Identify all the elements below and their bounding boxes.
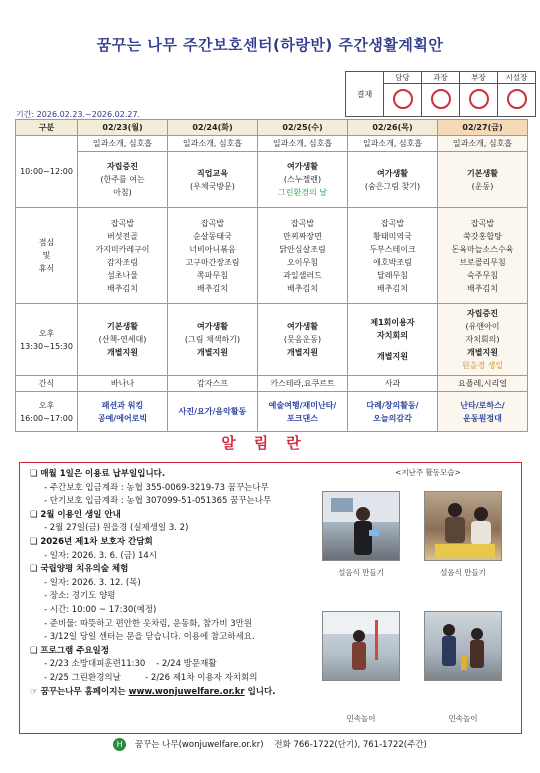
afternoon-activity [78, 304, 168, 376]
notice-detail: - 시간: 10:00 ~ 17:30(예정) [44, 604, 157, 615]
menu-item: 버섯전골 [107, 231, 138, 241]
menu-item: 돈육마늘소스수육 [451, 244, 514, 254]
notice-detail: - 일자: 2026. 3. 12. (목) [44, 577, 141, 588]
menu-item: 배추김치 [287, 283, 318, 293]
greeting-cell: 일과소개, 심호흡 [258, 136, 348, 152]
program-line: 사진/요가/음악활동 [178, 407, 247, 416]
stamp-seal-icon [507, 89, 527, 109]
menu-item: 잡곡밥 [380, 218, 405, 228]
approval-stamp-3 [460, 84, 498, 117]
late-activity [348, 392, 438, 432]
notice-detail: - 주간보호 입금계좌 : 농협 355-0069-3219-73 꿈꾸는나무 [44, 482, 269, 493]
lunch-menu [78, 208, 168, 304]
menu-item: 쑥갓홍합탕 [463, 231, 502, 241]
approval-stamp-1 [384, 84, 422, 117]
menu-item: 배추김치 [467, 283, 498, 293]
approval-stamp-4 [498, 84, 536, 117]
menu-item: 오이무침 [287, 257, 318, 267]
morning-time-label: 10:00~12:00 [16, 136, 78, 208]
approval-role-4: 시설장 [498, 72, 536, 84]
notice-detail: - 2월 27일(금) 원을경 (실제생일 3. 2) [44, 523, 189, 534]
notice-heading: ❑ 프로그램 주요일정 [30, 645, 315, 659]
notice-heading: ❑ 2026년 제1차 보호자 간담회 [30, 536, 315, 550]
activity-detail: (운동) [471, 181, 494, 191]
late-time-label [16, 392, 78, 432]
homepage-label: ☞ 꿈꾸는나무 홈페이지는 [30, 686, 126, 697]
menu-item: 쪽파무침 [197, 270, 228, 280]
activity-title: 여가생활 [287, 162, 318, 171]
notice-list [30, 468, 315, 699]
notice-detail: - 2/25 그린환경의날 - 2/26 제1차 이용자 자치회의 [44, 672, 258, 683]
program-line: 포크댄스 [287, 413, 318, 423]
activity-photo [424, 611, 502, 681]
program-line: 공예/에어로빅 [97, 413, 148, 423]
activity-photo [424, 491, 502, 561]
menu-item: 배추김치 [107, 283, 138, 293]
approval-role-2: 과장 [422, 72, 460, 84]
snack-cell: 사과 [348, 376, 438, 392]
menu-item: 고구마간장조림 [185, 257, 240, 267]
lunch-menu [348, 208, 438, 304]
person-figure [425, 612, 502, 681]
photo-caption: 민속놀이 [448, 714, 478, 723]
spacer [349, 342, 436, 350]
day-header: 02/24(화) [168, 120, 258, 136]
time-label-line: 오후 [38, 400, 55, 410]
notice-heading: ❑ 국립양평 치유의숲 체험 [30, 563, 315, 577]
late-activity [78, 392, 168, 432]
activity-support: 개별지원 [107, 348, 138, 357]
menu-item: 섬초나물 [107, 270, 138, 280]
activity-detail: (우체국방문) [190, 181, 235, 191]
approval-table [345, 71, 536, 117]
person-figure [323, 492, 400, 561]
activity-detail: 자치회의) [465, 335, 500, 344]
program-line: 오늘의감각 [373, 413, 412, 423]
homepage-link[interactable]: www.wonjuwelfare.or.kr [128, 686, 245, 697]
activity-detail: (유앤아이 [465, 322, 500, 331]
late-activity [168, 392, 258, 432]
lunch-label-line: 휴식 [38, 264, 55, 273]
late-activity [258, 392, 348, 432]
homepage-line [30, 686, 315, 700]
program-line: 난타/로하스/ [460, 400, 505, 410]
snack-cell: 요플레,시리얼 [438, 376, 528, 392]
day-header: 02/27(금) [438, 120, 528, 136]
program-line: 예술여행/재미난타/ [268, 400, 337, 410]
program-line: 운동원정대 [463, 413, 502, 423]
notice-heading: ❑ 2월 이용인 생일 안내 [30, 509, 315, 523]
notice-detail: - 3/12일 당일 센터는 문을 닫습니다. 이용에 참고하세요. [44, 632, 255, 643]
notice-detail: - 일자: 2026. 3. 6. (금) 14시 [44, 550, 157, 561]
snack-cell: 감자스프 [168, 376, 258, 392]
menu-item: 가지미카레구이 [95, 244, 150, 254]
menu-item: 잡곡밥 [290, 218, 315, 228]
photo-caption: 설음식 만들기 [338, 568, 384, 577]
menu-item: 황태미역국 [373, 231, 412, 241]
menu-item: 브로콜리무침 [459, 257, 506, 267]
activity-detail: (그림 채색하기) [184, 335, 241, 344]
time-label-line: 오후 [38, 328, 55, 338]
afternoon-activity [438, 304, 528, 376]
footer-org: 꿈꾸는 나무(wonjuwelfare.or.kr) [134, 740, 264, 750]
activity-title: 제1회이용자 [370, 318, 415, 327]
morning-activity [168, 152, 258, 208]
menu-item: 두부스테이크 [369, 244, 416, 254]
activity-support: 개별지원 [287, 348, 318, 357]
weekly-schedule-table [15, 119, 528, 432]
morning-activity [258, 152, 348, 208]
menu-item: 순살동태국 [193, 231, 232, 241]
photos-title: <지난주 활동모습> [395, 468, 461, 477]
menu-item: 배추김치 [377, 283, 408, 293]
afternoon-time-label [16, 304, 78, 376]
activity-support: 개별지원 [197, 348, 228, 357]
logo-icon: H [113, 738, 126, 751]
morning-activity [78, 152, 168, 208]
notice-heading: ❑ 매월 1일은 이용료 납부일입니다. [30, 468, 315, 482]
lunch-menu [258, 208, 348, 304]
activity-support: 개별지원 [467, 348, 498, 357]
activity-title: 자립증진 [107, 162, 138, 171]
greeting-cell: 일과소개, 심호흡 [168, 136, 258, 152]
activity-photo [322, 611, 400, 681]
day-header: 02/26(목) [348, 120, 438, 136]
menu-item: 만찌짜장면 [283, 231, 322, 241]
activity-detail: (한주를 여는 [100, 175, 145, 184]
footer-phone: 전화 766-1722(단기), 761-1722(주간) [274, 740, 427, 750]
person-figure [323, 612, 400, 681]
menu-item: 잡곡밥 [470, 218, 495, 228]
activity-title: 기본생활 [467, 168, 498, 178]
footer [0, 738, 540, 751]
menu-item: 애호박조림 [373, 257, 412, 267]
activity-photo [322, 491, 400, 561]
day-header: 02/23(월) [78, 120, 168, 136]
day-header: 02/25(수) [258, 120, 348, 136]
afternoon-activity [258, 304, 348, 376]
afternoon-activity [348, 304, 438, 376]
menu-item: 닭안심살조림 [279, 244, 326, 254]
snack-cell: 바나나 [78, 376, 168, 392]
lunch-label-line: 및 [42, 251, 51, 260]
stamp-seal-icon [469, 89, 489, 109]
notice-detail: - 장소: 경기도 양평 [44, 591, 116, 602]
activity-title: 여가생활 [287, 322, 318, 331]
photo-caption: 민속놀이 [346, 714, 376, 723]
program-line: 다례/창의활동/ [366, 400, 419, 410]
time-label-line: 16:00~17:00 [20, 413, 73, 423]
afternoon-activity [168, 304, 258, 376]
activity-title: 기본생활 [107, 322, 138, 331]
lunch-menu [438, 208, 528, 304]
schedule-corner: 구분 [16, 120, 78, 136]
activity-support: 개별지원 [377, 352, 408, 361]
lunch-menu [168, 208, 258, 304]
activity-detail: 아침) [113, 188, 132, 197]
approval-stamp-2 [422, 84, 460, 117]
activity-detail: (스누젤렌) [283, 175, 322, 184]
program-line: 패션과 워킹 [101, 400, 144, 410]
time-label-line: 13:30~15:30 [20, 341, 73, 351]
late-activity [438, 392, 528, 432]
approval-role-3: 부장 [460, 72, 498, 84]
menu-item: 배추김치 [197, 283, 228, 293]
activity-title: 직업교육 [197, 168, 228, 178]
stamp-seal-icon [431, 89, 451, 109]
activity-detail: (산책-연세대) [98, 335, 147, 344]
approval-label: 결재 [346, 72, 384, 117]
morning-activity [438, 152, 528, 208]
notice-title: 알림란 [221, 434, 319, 452]
lunch-label [16, 208, 78, 304]
activity-title: 자립증진 [467, 309, 498, 318]
activity-title: 여가생활 [377, 168, 408, 178]
menu-item: 과일샐러드 [283, 270, 322, 280]
greeting-cell: 일과소개, 심호흡 [438, 136, 528, 152]
snack-cell: 카스테라,요쿠르트 [258, 376, 348, 392]
notice-detail: - 2/23 소방대피훈련11:30 - 2/24 방문재활 [44, 659, 217, 670]
schedule-period: 기간: 2026.02.23.~2026.02.27. [16, 110, 141, 119]
menu-item: 숙주무침 [467, 270, 498, 280]
menu-item: 달래무침 [377, 270, 408, 280]
lunch-label-line: 점심 [38, 238, 55, 247]
notice-box [19, 462, 522, 734]
document-title: 꿈꾸는 나무 주간보호센터(하랑반) 주간생활계획안 [96, 36, 444, 54]
greeting-cell: 일과소개, 심호흡 [78, 136, 168, 152]
birthday-note: 원을경 생일 [461, 361, 504, 370]
notice-detail: - 준비물: 따뜻하고 편안한 옷차림, 운동화, 참가비 3만원 [44, 618, 253, 629]
photo-caption: 설음식 만들기 [440, 568, 486, 577]
activity-event: 그린환경의 날 [278, 188, 327, 197]
menu-item: 잡곡밥 [110, 218, 135, 228]
stamp-seal-icon [393, 89, 413, 109]
menu-item: 잡곡밥 [200, 218, 225, 228]
menu-item: 너비아니볶음 [189, 244, 236, 254]
morning-activity [348, 152, 438, 208]
menu-item: 감자조림 [107, 257, 138, 267]
notice-detail: - 단기보호 입금계좌 : 농협 307099-51-051365 꿈꾸는나무 [44, 496, 272, 507]
activity-title: 자치회의 [377, 331, 408, 340]
activity-detail: (숨은그림 찾기) [364, 181, 421, 191]
snack-label: 간식 [16, 376, 78, 392]
person-figure [425, 492, 502, 561]
activity-detail: (뭇음운동) [283, 335, 322, 344]
homepage-suffix: 입니다. [247, 686, 276, 697]
greeting-cell: 일과소개, 심호흡 [348, 136, 438, 152]
activity-title: 여가생활 [197, 322, 228, 331]
approval-role-1: 담당 [384, 72, 422, 84]
